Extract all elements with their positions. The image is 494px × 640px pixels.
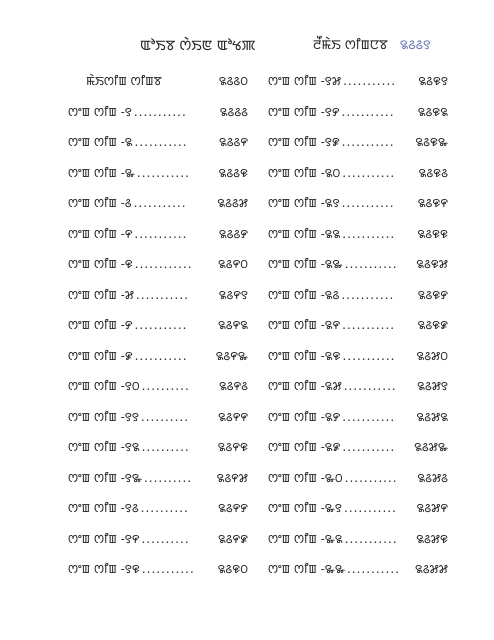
toc-entry-page: ꯲꯴꯵꯴	[218, 379, 248, 393]
toc-entry-page: ꯲꯴꯴꯶	[218, 165, 248, 180]
toc-entry-page: ꯲꯴꯵꯶	[217, 440, 248, 454]
toc-entry	[268, 310, 448, 341]
toc-entry	[268, 554, 448, 585]
toc-entry-leader: ...........	[343, 379, 397, 393]
toc-right-column	[268, 66, 448, 585]
toc-entry-page: ꯲꯴꯶꯹	[417, 318, 448, 332]
toc-entry-label: ꯁꯦꯡ ꯁꯤꯡ -꯱꯲	[68, 440, 140, 454]
toc-entry-label: ꯁꯦꯡ ꯁꯤꯡ -꯹	[68, 348, 133, 363]
toc-entry-leader: ...........	[134, 226, 188, 241]
toc-entry-page: ꯲꯴꯷꯳	[414, 440, 448, 454]
toc-entry-label: ꯁꯦꯡ ꯁꯤꯡ -꯷	[68, 287, 134, 302]
toc-entry-leader: ...........	[346, 562, 400, 576]
toc-entry-leader: ...........	[343, 74, 397, 88]
toc-entry-page: ꯲꯴꯷꯱	[417, 379, 448, 393]
toc-entry	[268, 188, 448, 219]
toc-entry-label: ꯁꯦꯡ ꯁꯤꯡ -꯲꯷	[268, 379, 342, 393]
toc-entry	[268, 402, 448, 433]
toc-entry	[268, 432, 448, 463]
toc-entry	[68, 158, 248, 189]
toc-entry-page: ꯲꯴꯵꯸	[218, 501, 248, 515]
page-number: ꯲꯴꯴꯱	[399, 38, 431, 53]
toc-entry-page: ꯲꯴꯴꯴	[219, 104, 248, 119]
toc-entry-label: ꯁꯦꯡ ꯁꯤꯡ -꯲꯰	[268, 165, 341, 180]
toc-entry-leader: ...........	[342, 348, 396, 363]
toc-entry-page: ꯲꯴꯶꯱	[418, 74, 448, 88]
toc-entry-label: ꯁꯦꯡ ꯁꯤꯡ -꯲꯳	[268, 257, 343, 271]
toc-entry-leader: ...........	[136, 165, 190, 180]
toc-entry-leader: ...........	[344, 531, 398, 546]
toc-entry	[268, 341, 448, 372]
toc-entry-page: ꯲꯴꯴꯵	[218, 135, 248, 149]
toc-entry-leader: ..........	[140, 501, 189, 515]
toc-entry	[68, 371, 248, 402]
toc-entry	[68, 97, 248, 128]
toc-entry-label: ꯁꯦꯡ ꯁꯤꯡ -꯱꯵	[68, 531, 140, 546]
toc-entry-leader: ..........	[141, 531, 190, 546]
toc-entry-page: ꯲꯴꯷꯴	[417, 470, 448, 485]
toc-entry	[68, 463, 248, 494]
toc-entry-leader: ..........	[141, 379, 190, 393]
toc-entry-label: ꯁꯦꯡ ꯁꯤꯡ -꯳꯲	[268, 531, 343, 546]
toc-entry-leader: ...........	[135, 287, 189, 302]
toc-entry-leader: ...........	[134, 348, 188, 363]
toc-entry-label: ꯁꯦꯡ ꯁꯤꯡ -꯸	[68, 318, 133, 332]
toc-entry-label: ꯁꯦꯡ ꯁꯤꯡ -꯱꯹	[268, 135, 340, 149]
toc-entry	[268, 66, 448, 97]
toc-entry-leader: ...........	[133, 104, 187, 119]
toc-entry-leader: ..........	[143, 470, 193, 485]
toc-entry	[68, 493, 248, 524]
toc-entry-label: ꯁꯦꯡ ꯁꯤꯡ -꯲	[68, 135, 133, 149]
toc-entry	[268, 463, 448, 494]
toc-entry-leader: ...........	[341, 135, 395, 149]
toc-entry-page: ꯲꯴꯶꯴	[418, 165, 448, 180]
toc-entry	[68, 249, 248, 280]
toc-entry-label: ꯁꯦꯡ ꯁꯤꯡ -꯵	[68, 226, 133, 241]
toc-entry-page: ꯲꯴꯴꯰	[218, 74, 248, 88]
toc-entry-label: ꯁꯦꯡ ꯁꯤꯡ -꯴	[68, 196, 132, 210]
toc-entry	[68, 188, 248, 219]
toc-entry-leader: ...........	[343, 501, 397, 515]
toc-entry-label: ꯃꯥꯏꯁꯤꯡ ꯁꯤꯡꯕ	[86, 74, 162, 88]
toc-entry	[68, 66, 248, 97]
toc-entry-page: ꯲꯴꯶꯸	[417, 287, 448, 302]
toc-entry-leader: ...........	[342, 440, 396, 454]
toc-entry-page: ꯲꯴꯷꯲	[416, 409, 448, 424]
toc-entry-page: ꯲꯴꯵꯳	[215, 348, 248, 363]
toc-entry	[268, 493, 448, 524]
toc-entry-label: ꯁꯦꯡ ꯁꯤꯡ -꯶	[68, 257, 133, 271]
toc-entry-page: ꯲꯴꯷꯵	[416, 501, 448, 515]
toc-entry	[268, 249, 448, 280]
toc-entry-page: ꯲꯴꯵꯹	[217, 531, 248, 546]
toc-entry-label: ꯁꯦꯡ ꯁꯤꯡ -꯲꯵	[268, 318, 341, 332]
toc-entry-page: ꯲꯴꯵꯱	[218, 287, 248, 302]
toc-entry-label: ꯁꯦꯡ ꯁꯤꯡ -꯲꯱	[268, 196, 340, 210]
toc-entry-label: ꯁꯦꯡ ꯁꯤꯡ -꯱꯴	[68, 501, 139, 515]
toc-entry-leader: ..........	[140, 409, 190, 424]
toc-entry-leader: ...........	[342, 226, 396, 241]
toc-entry-leader: ...........	[134, 318, 188, 332]
toc-entry	[268, 371, 448, 402]
toc-entry-label: ꯁꯦꯡ ꯁꯤꯡ -꯱꯳	[68, 470, 142, 485]
toc-entry-leader: ...........	[134, 135, 188, 149]
toc-entry-label: ꯁꯦꯡ ꯁꯤꯡ -꯳꯰	[268, 470, 343, 485]
toc-entry-leader: ...........	[341, 104, 395, 119]
toc-entry-label: ꯁꯦꯡ ꯁꯤꯡ -꯱꯸	[268, 104, 340, 119]
toc-entry-page: ꯲꯴꯶꯳	[415, 135, 448, 149]
toc-entry-label: ꯁꯦꯡ ꯁꯤꯡ -꯲꯴	[268, 287, 340, 302]
toc-entry-leader: ...........	[341, 287, 395, 302]
toc-entry-label: ꯁꯦꯡ ꯁꯤꯡ -꯳	[68, 165, 135, 180]
toc-entry	[268, 219, 448, 250]
toc-entry	[268, 158, 448, 189]
toc-entry-leader: ..........	[141, 440, 190, 454]
toc-entry-page: ꯲꯴꯴꯸	[218, 226, 248, 241]
toc-entry-label: ꯁꯦꯡ ꯁꯤꯡ -꯳꯱	[268, 501, 342, 515]
toc-entry-page: ꯲꯴꯶꯶	[417, 226, 448, 241]
toc-entry-page: ꯲꯴꯷꯰	[416, 348, 448, 363]
toc-entry-page: ꯲꯴꯶꯷	[416, 257, 448, 271]
toc-entry-page: ꯲꯴꯵꯷	[216, 470, 248, 485]
toc-entry	[68, 432, 248, 463]
toc-entry-leader: ...........	[342, 318, 396, 332]
toc-entry-leader: ...........	[344, 470, 398, 485]
toc-entry-label: ꯁꯦꯡ ꯁꯤꯡ -꯱	[68, 104, 132, 119]
toc-entry-page: ꯲꯴꯷꯶	[416, 531, 448, 546]
toc-entry-label: ꯁꯦꯡ ꯁꯤꯡ -꯲꯸	[268, 409, 341, 424]
toc-entry	[268, 280, 448, 311]
toc-entry	[68, 310, 248, 341]
page-title: ꯑꯣꯏꯕ ꯁꯥꯏꯟ ꯑꯣꯠꯄ	[140, 38, 256, 54]
toc-entry	[68, 402, 248, 433]
toc-entry-leader: ...........	[133, 196, 187, 210]
toc-entry-page: ꯲꯴꯶꯲	[417, 104, 448, 119]
toc-entry-label: ꯁꯦꯡ ꯁꯤꯡ -꯲꯲	[268, 226, 341, 241]
toc-entry-leader: ...........	[344, 257, 398, 271]
toc-entry-leader: ............	[134, 257, 193, 271]
toc-entry-label: ꯁꯦꯡ ꯁꯤꯡ -꯱꯷	[268, 74, 342, 88]
toc-entry	[68, 219, 248, 250]
toc-entry-page: ꯲꯴꯵꯲	[218, 318, 248, 332]
toc-left-column	[68, 66, 248, 585]
toc-entry-page: ꯲꯴꯴꯷	[217, 196, 248, 210]
toc-entry-leader: ...........	[342, 409, 396, 424]
toc-entry-label: ꯁꯦꯡ ꯁꯤꯡ -꯲꯹	[268, 440, 341, 454]
toc-entry-leader: ...........	[342, 165, 396, 180]
toc-entry-page: ꯲꯴꯶꯵	[417, 196, 448, 210]
toc-entry-page: ꯲꯴꯵꯰	[218, 257, 248, 271]
toc-entry-label: ꯁꯦꯡ ꯁꯤꯡ -꯳꯳	[268, 562, 345, 576]
toc-entry	[268, 524, 448, 555]
toc-entry	[68, 341, 248, 372]
toc-entry-page: ꯲꯴꯵꯵	[218, 409, 248, 424]
toc-entry-label: ꯁꯦꯡ ꯁꯤꯡ -꯱꯶	[68, 562, 140, 576]
toc-entry-leader: ...........	[141, 562, 195, 576]
toc-entry-page: ꯲꯴꯶꯰	[217, 562, 248, 576]
toc-entry	[68, 280, 248, 311]
toc-entry-label: ꯁꯦꯡ ꯁꯤꯡ -꯲꯶	[268, 348, 341, 363]
toc-entry	[268, 127, 448, 158]
toc-entry-leader: ...........	[341, 196, 395, 210]
toc-entry-label: ꯁꯦꯡ ꯁꯤꯡ -꯱꯱	[68, 409, 139, 424]
toc-entry	[68, 127, 248, 158]
page-header-right	[313, 36, 431, 54]
toc-entry-page: ꯲꯴꯷꯷	[415, 562, 448, 576]
toc-entry	[68, 524, 248, 555]
section-title: ꯂꯩꯃꯥꯏ ꯁꯤꯡꯅꯕ	[313, 38, 388, 53]
toc-entry	[268, 97, 448, 128]
toc-entry	[68, 554, 248, 585]
toc-entry-label: ꯁꯦꯡ ꯁꯤꯡ -꯱꯰	[68, 379, 140, 393]
